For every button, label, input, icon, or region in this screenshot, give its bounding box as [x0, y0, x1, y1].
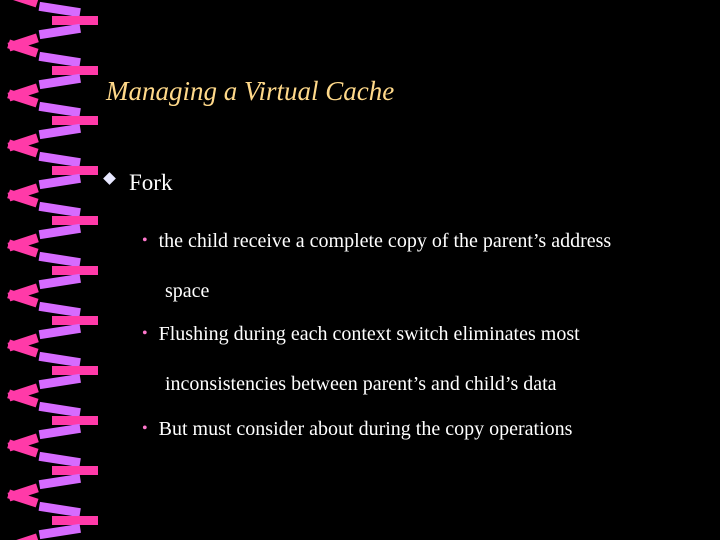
ribbon-tile [39, 52, 81, 67]
ribbon-tile [39, 102, 81, 117]
slide-title: Managing a Virtual Cache [106, 76, 395, 106]
ribbon-tile [52, 216, 98, 225]
sub-bullet-line [142, 217, 712, 267]
ribbon-tile [39, 202, 81, 217]
ribbon-tile [39, 252, 81, 267]
ribbon-tile [52, 166, 98, 175]
sub-bullet-item [142, 217, 712, 315]
decorative-ribbon-graphic [0, 0, 100, 540]
ribbon-tile [39, 402, 81, 417]
sub-bullet-line [142, 405, 712, 455]
sub-bullet-item [142, 405, 712, 455]
ribbon-tile [7, 0, 38, 7]
ribbon-tile [39, 452, 81, 467]
ribbon-tile [39, 524, 81, 539]
ribbon-tile [52, 366, 98, 375]
dot-bullet-icon: • [142, 420, 148, 437]
sub-bullet-continuation: space [165, 280, 210, 302]
ribbon-tile [39, 474, 81, 489]
ribbon-tile [39, 274, 81, 289]
sub-bullet-continuation: inconsistencies between parent’s and child’s data [165, 373, 557, 395]
ribbon-tile [39, 374, 81, 389]
ribbon-tile [52, 416, 98, 425]
ribbon-tile [52, 16, 98, 25]
ribbon-tile [52, 66, 98, 75]
ribbon-tile [39, 424, 81, 439]
sub-bullet-text: But must consider about during the copy operations [158, 418, 573, 440]
dot-bullet-icon: • [142, 325, 148, 342]
sub-bullet-text: the child receive a complete copy of the parent’s address [158, 230, 612, 252]
ribbon-tile [39, 24, 81, 39]
ribbon-tile [39, 74, 81, 89]
ribbon-tile [39, 302, 81, 317]
sub-bullet-item [142, 310, 712, 408]
ribbon-tile [39, 352, 81, 367]
ribbon-tile [7, 534, 38, 540]
sub-bullet-text: Flushing during each context switch eliminates most [158, 323, 580, 345]
ribbon-tile [52, 466, 98, 475]
sub-bullet-line [142, 310, 712, 360]
dot-bullet-icon: • [142, 232, 148, 249]
ribbon-tile [39, 174, 81, 189]
ribbon-tile [39, 2, 81, 17]
ribbon-tile [39, 152, 81, 167]
diamond-bullet-icon [103, 172, 116, 185]
ribbon-tile [39, 124, 81, 139]
ribbon-tile [52, 316, 98, 325]
bullet-text: Fork [129, 170, 173, 195]
ribbon-tile [39, 324, 81, 339]
bullet-item [105, 170, 172, 196]
ribbon-tile [52, 266, 98, 275]
ribbon-tile [39, 224, 81, 239]
ribbon-tile [52, 116, 98, 125]
ribbon-tile [52, 516, 98, 525]
ribbon-tile [39, 502, 81, 517]
